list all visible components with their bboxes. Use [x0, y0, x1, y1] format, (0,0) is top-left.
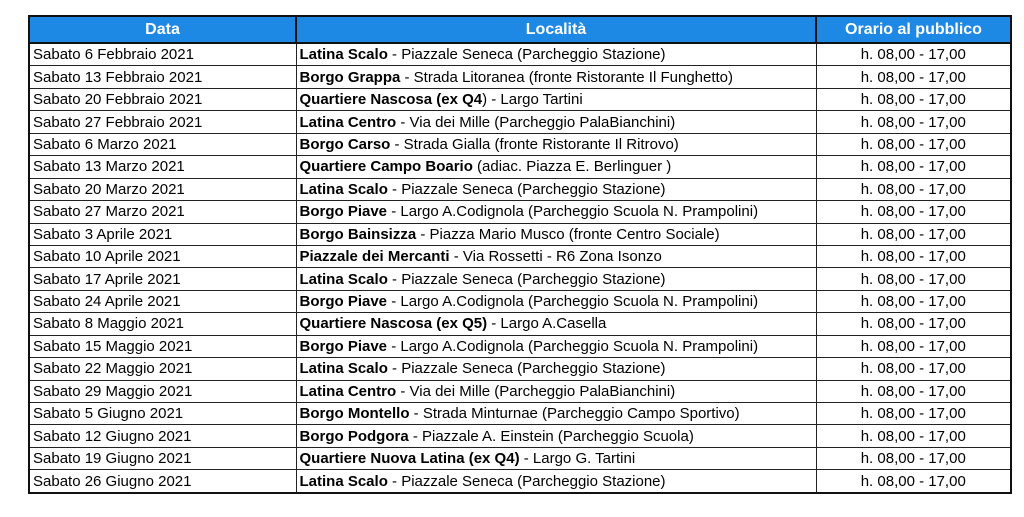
location-name: Quartiere Nascosa (ex Q5)	[299, 315, 488, 333]
location-name: Borgo Piave	[299, 337, 388, 355]
location-cell	[296, 447, 816, 469]
location-detail: ) - Largo Tartini	[482, 91, 583, 109]
date-cell: Sabato 13 Marzo 2021	[29, 156, 296, 178]
date-cell: Sabato 19 Giugno 2021	[29, 447, 296, 469]
location-cell	[296, 290, 816, 312]
location-name: Borgo Piave	[299, 293, 388, 311]
hours-cell: h. 08,00 - 17,00	[816, 66, 1011, 88]
table-row	[29, 380, 1011, 402]
hours-cell: h. 08,00 - 17,00	[816, 447, 1011, 469]
location-detail: - Via Rossetti - R6 Zona Isonzo	[449, 248, 662, 266]
hours-cell: h. 08,00 - 17,00	[816, 358, 1011, 380]
table-row	[29, 111, 1011, 133]
location-detail: - Largo A.Casella	[487, 315, 607, 333]
date-cell: Sabato 20 Marzo 2021	[29, 178, 296, 200]
date-cell: Sabato 17 Aprile 2021	[29, 268, 296, 290]
table-row	[29, 245, 1011, 267]
location-detail: - Piazzale A. Einstein (Parcheggio Scuola)	[408, 427, 694, 445]
table-row	[29, 88, 1011, 110]
location-cell	[296, 156, 816, 178]
schedule-table-wrapper	[28, 15, 1010, 494]
hours-cell: h. 08,00 - 17,00	[816, 223, 1011, 245]
location-name: Borgo Bainsizza	[299, 225, 417, 243]
location-detail: - Strada Gialla (fronte Ristorante Il Ritrovo)	[390, 135, 679, 153]
location-name: Latina Scalo	[299, 270, 388, 288]
location-name: Quartiere Nascosa (ex Q4	[299, 91, 483, 109]
hours-cell: h. 08,00 - 17,00	[816, 335, 1011, 357]
date-cell: Sabato 29 Maggio 2021	[29, 380, 296, 402]
table-row	[29, 43, 1011, 66]
location-cell	[296, 178, 816, 200]
location-detail: - Piazzale Seneca (Parcheggio Stazione)	[387, 360, 666, 378]
location-cell	[296, 335, 816, 357]
date-cell: Sabato 13 Febbraio 2021	[29, 66, 296, 88]
table-row	[29, 403, 1011, 425]
table-row	[29, 335, 1011, 357]
table-row	[29, 201, 1011, 223]
location-detail: - Piazza Mario Musco (fronte Centro Sociale)	[416, 225, 720, 243]
location-cell	[296, 133, 816, 155]
table-row	[29, 290, 1011, 312]
location-name: Borgo Montello	[299, 405, 410, 423]
location-cell	[296, 403, 816, 425]
date-cell: Sabato 26 Giugno 2021	[29, 470, 296, 493]
location-cell	[296, 358, 816, 380]
location-name: Latina Scalo	[299, 46, 388, 64]
location-cell	[296, 470, 816, 493]
location-cell	[296, 88, 816, 110]
location-cell	[296, 201, 816, 223]
hours-cell: h. 08,00 - 17,00	[816, 201, 1011, 223]
location-cell	[296, 425, 816, 447]
hours-cell: h. 08,00 - 17,00	[816, 156, 1011, 178]
location-name: Quartiere Nuova Latina (ex Q4)	[299, 450, 520, 468]
date-cell: Sabato 10 Aprile 2021	[29, 245, 296, 267]
hours-cell: h. 08,00 - 17,00	[816, 111, 1011, 133]
date-cell: Sabato 22 Maggio 2021	[29, 358, 296, 380]
hours-cell: h. 08,00 - 17,00	[816, 425, 1011, 447]
date-cell: Sabato 6 Febbraio 2021	[29, 43, 296, 66]
location-detail: - Strada Litoranea (fronte Ristorante Il Funghetto)	[400, 68, 734, 86]
location-detail: - Largo A.Codignola (Parcheggio Scuola N. Prampolini)	[387, 293, 759, 311]
hours-cell: h. 08,00 - 17,00	[816, 290, 1011, 312]
date-cell: Sabato 12 Giugno 2021	[29, 425, 296, 447]
location-detail: - Piazzale Seneca (Parcheggio Stazione)	[387, 472, 666, 490]
hours-cell: h. 08,00 - 17,00	[816, 470, 1011, 493]
location-detail: - Piazzale Seneca (Parcheggio Stazione)	[387, 270, 666, 288]
header-row	[29, 16, 1011, 43]
location-cell	[296, 313, 816, 335]
location-cell	[296, 268, 816, 290]
date-cell: Sabato 20 Febbraio 2021	[29, 88, 296, 110]
schedule-table	[28, 15, 1012, 494]
table-row	[29, 66, 1011, 88]
hours-cell: h. 08,00 - 17,00	[816, 313, 1011, 335]
date-cell: Sabato 6 Marzo 2021	[29, 133, 296, 155]
location-name: Latina Centro	[299, 382, 397, 400]
hours-cell: h. 08,00 - 17,00	[816, 133, 1011, 155]
date-cell: Sabato 5 Giugno 2021	[29, 403, 296, 425]
location-detail: - Largo G. Tartini	[519, 450, 636, 468]
location-name: Latina Scalo	[299, 180, 388, 198]
schedule-body	[29, 43, 1011, 493]
table-row	[29, 470, 1011, 493]
header-date: Data	[29, 16, 296, 43]
hours-cell: h. 08,00 - 17,00	[816, 88, 1011, 110]
hours-cell: h. 08,00 - 17,00	[816, 268, 1011, 290]
location-detail: - Piazzale Seneca (Parcheggio Stazione)	[387, 46, 666, 64]
table-row	[29, 358, 1011, 380]
location-name: Latina Centro	[299, 113, 397, 131]
header-location: Località	[296, 16, 816, 43]
date-cell: Sabato 27 Febbraio 2021	[29, 111, 296, 133]
date-cell: Sabato 24 Aprile 2021	[29, 290, 296, 312]
hours-cell: h. 08,00 - 17,00	[816, 245, 1011, 267]
table-row	[29, 178, 1011, 200]
location-detail: - Largo A.Codignola (Parcheggio Scuola N. Prampolini)	[387, 337, 759, 355]
date-cell: Sabato 3 Aprile 2021	[29, 223, 296, 245]
location-cell	[296, 111, 816, 133]
hours-cell: h. 08,00 - 17,00	[816, 43, 1011, 66]
date-cell: Sabato 27 Marzo 2021	[29, 201, 296, 223]
location-detail: - Piazzale Seneca (Parcheggio Stazione)	[387, 180, 666, 198]
table-row	[29, 156, 1011, 178]
location-name: Borgo Grappa	[299, 68, 401, 86]
location-cell	[296, 43, 816, 66]
location-name: Piazzale dei Mercanti	[299, 248, 450, 266]
location-detail: - Via dei Mille (Parcheggio PalaBianchini)	[396, 382, 676, 400]
location-name: Borgo Piave	[299, 203, 388, 221]
location-detail: - Via dei Mille (Parcheggio PalaBianchini)	[396, 113, 676, 131]
table-row	[29, 425, 1011, 447]
location-name: Latina Scalo	[299, 360, 388, 378]
location-name: Latina Scalo	[299, 472, 388, 490]
hours-cell: h. 08,00 - 17,00	[816, 380, 1011, 402]
table-row	[29, 133, 1011, 155]
header-hours: Orario al pubblico	[816, 16, 1011, 43]
location-detail: (adiac. Piazza E. Berlinguer )	[472, 158, 672, 176]
location-detail: - Largo A.Codignola (Parcheggio Scuola N. Prampolini)	[387, 203, 759, 221]
date-cell: Sabato 8 Maggio 2021	[29, 313, 296, 335]
hours-cell: h. 08,00 - 17,00	[816, 178, 1011, 200]
location-cell	[296, 66, 816, 88]
location-name: Borgo Carso	[299, 135, 391, 153]
location-cell	[296, 380, 816, 402]
table-row	[29, 313, 1011, 335]
table-row	[29, 223, 1011, 245]
location-detail: - Strada Minturnae (Parcheggio Campo Sportivo)	[409, 405, 740, 423]
date-cell: Sabato 15 Maggio 2021	[29, 335, 296, 357]
table-row	[29, 447, 1011, 469]
location-cell	[296, 245, 816, 267]
hours-cell: h. 08,00 - 17,00	[816, 403, 1011, 425]
location-name: Quartiere Campo Boario	[299, 158, 473, 176]
location-cell	[296, 223, 816, 245]
table-row	[29, 268, 1011, 290]
location-name: Borgo Podgora	[299, 427, 409, 445]
